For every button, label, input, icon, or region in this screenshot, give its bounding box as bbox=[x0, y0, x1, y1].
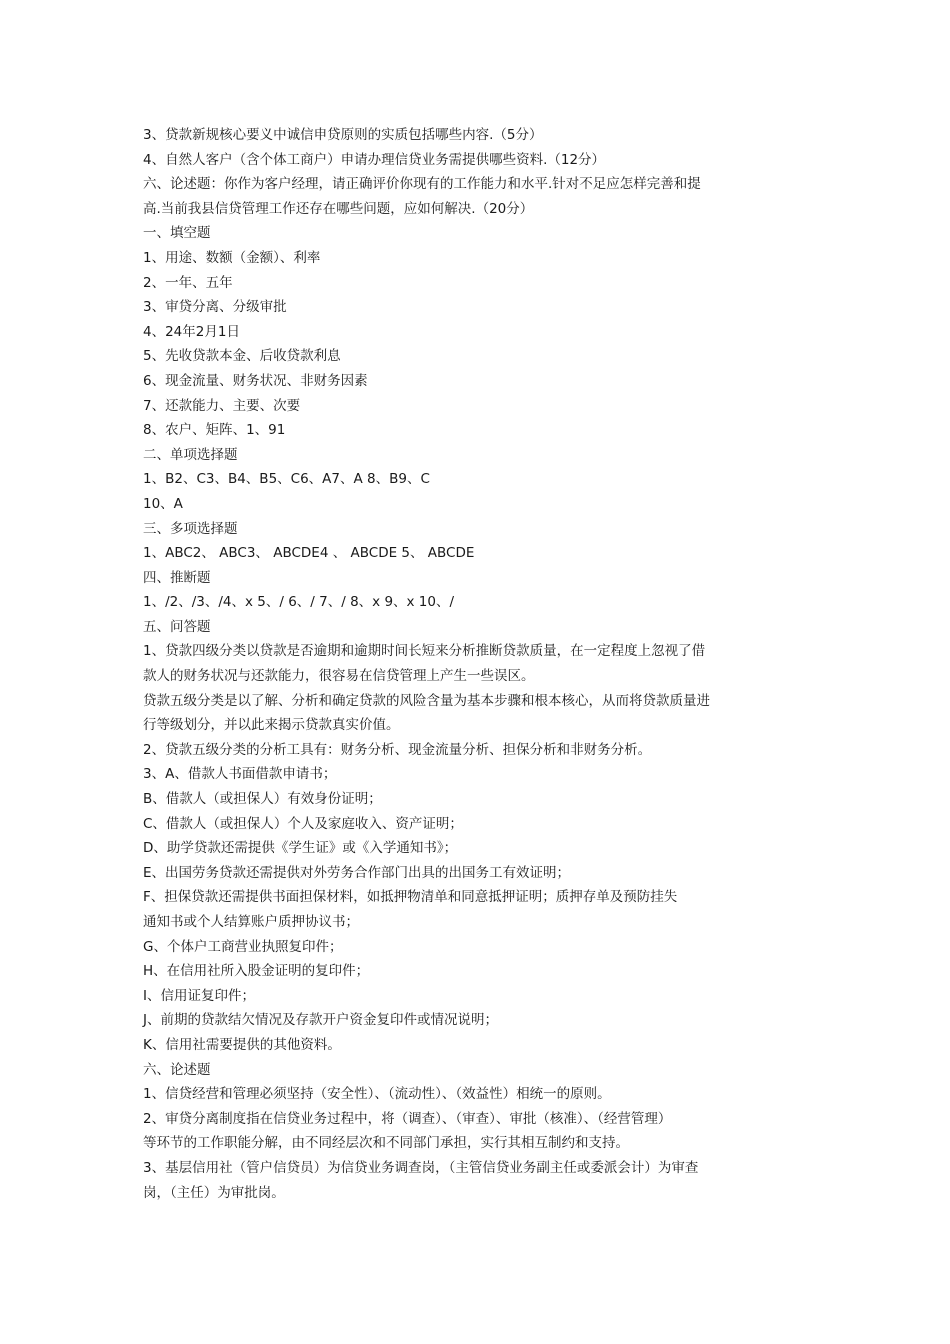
text-line: I、信用证复印件； bbox=[143, 987, 255, 1004]
text-line: 贷款五级分类是以了解、分析和确定贷款的风险含量为基本步骤和根本核心，从而将贷款质量进 bbox=[143, 692, 710, 709]
text-line: H、在信用社所入股金证明的复印件； bbox=[143, 963, 370, 980]
text-line: 2、贷款五级分类的分析工具有：财务分析、现金流量分析、担保分析和非财务分析。 bbox=[143, 741, 652, 758]
text-line: 款人的财务状况与还款能力，很容易在信贷管理上产生一些误区。 bbox=[143, 668, 535, 685]
section-heading: 二、单项选择题 bbox=[143, 446, 238, 463]
text-line: 六、论述题：你作为客户经理，请正确评价你现有的工作能力和水平.针对不足应怎样完善和提 bbox=[143, 176, 701, 193]
section-heading: 五、问答题 bbox=[143, 618, 211, 635]
text-line: 3、基层信用社（管户信贷员）为信贷业务调查岗，（主管信贷业务副主任或委派会计）为审查 bbox=[143, 1159, 699, 1176]
text-line: 1、用途、数额（金额）、利率 bbox=[143, 249, 321, 266]
text-line: 3、审贷分离、分级审批 bbox=[143, 299, 287, 316]
text-line: 2、审贷分离制度指在信贷业务过程中，将（调查）、（审查）、审批（核准）、（经营管理） bbox=[143, 1110, 672, 1127]
text-line: 2、一年、五年 bbox=[143, 274, 233, 291]
text-line: 7、还款能力、主要、次要 bbox=[143, 397, 301, 414]
text-line: 岗，（主任）为审批岗。 bbox=[143, 1184, 285, 1201]
text-line: 1、B2、C3、B4、B5、C6、A7、A 8、B9、C bbox=[143, 471, 430, 488]
text-line: G、个体户工商营业执照复印件； bbox=[143, 938, 343, 955]
text-line: 1、/2、/3、/4、x 5、/ 6、/ 7、/ 8、x 9、x 10、/ bbox=[143, 594, 455, 611]
text-line: 10、A bbox=[143, 495, 183, 512]
text-line: F、担保贷款还需提供书面担保材料，如抵押物清单和同意抵押证明；质押存单及预防挂失 bbox=[143, 889, 678, 906]
section-heading: 四、推断题 bbox=[143, 569, 211, 586]
text-line: B、借款人（或担保人）有效身份证明； bbox=[143, 791, 382, 808]
text-line: 通知书或个人结算账户质押协议书； bbox=[143, 914, 359, 930]
text-line: E、出国劳务贷款还需提供对外劳务合作部门出具的出国务工有效证明； bbox=[143, 864, 571, 881]
document-body bbox=[143, 123, 823, 1205]
text-line: 1、ABC2、 ABC3、 ABCDE4 、 ABCDE 5、 ABCDE bbox=[143, 545, 475, 562]
text-line: 4、自然人客户（含个体工商户）申请办理信贷业务需提供哪些资料.（12分） bbox=[143, 151, 606, 168]
text-line: K、信用社需要提供的其他资料。 bbox=[143, 1036, 341, 1053]
text-line: 高.当前我县信贷管理工作还存在哪些问题，应如何解决.（20分） bbox=[143, 200, 534, 217]
text-line: 8、农户、矩阵、1、91 bbox=[143, 422, 286, 439]
text-line: 4、24年2月1日 bbox=[143, 323, 240, 340]
section-heading: 一、填空题 bbox=[143, 225, 211, 242]
text-line: D、助学贷款还需提供《学生证》或《入学通知书》； bbox=[143, 840, 458, 857]
text-line: 3、A、借款人书面借款申请书； bbox=[143, 766, 337, 783]
text-line: 3、贷款新规核心要义中诚信申贷原则的实质包括哪些内容.（5分） bbox=[143, 127, 543, 143]
text-line: 1、信贷经营和管理必须坚持（安全性）、（流动性）、（效益性）相统一的原则。 bbox=[143, 1086, 611, 1103]
text-line: 行等级划分，并以此来揭示贷款真实价值。 bbox=[143, 717, 400, 734]
text-line: C、借款人（或担保人）个人及家庭收入、资产证明； bbox=[143, 815, 463, 832]
section-heading: 三、多项选择题 bbox=[143, 520, 238, 537]
section-heading: 六、论述题 bbox=[143, 1061, 211, 1078]
text-line: J、前期的贷款结欠情况及存款开户资金复印件或情况说明； bbox=[143, 1012, 498, 1029]
text-line: 6、现金流量、财务状况、非财务因素 bbox=[143, 372, 368, 389]
text-line: 5、先收贷款本金、后收贷款利息 bbox=[143, 348, 341, 365]
text-line: 1、贷款四级分类以贷款是否逾期和逾期时间长短来分析推断贷款质量，在一定程度上忽视了借 bbox=[143, 643, 706, 660]
text-line: 等环节的工作职能分解，由不同经层次和不同部门承担，实行其相互制约和支持。 bbox=[143, 1135, 629, 1152]
